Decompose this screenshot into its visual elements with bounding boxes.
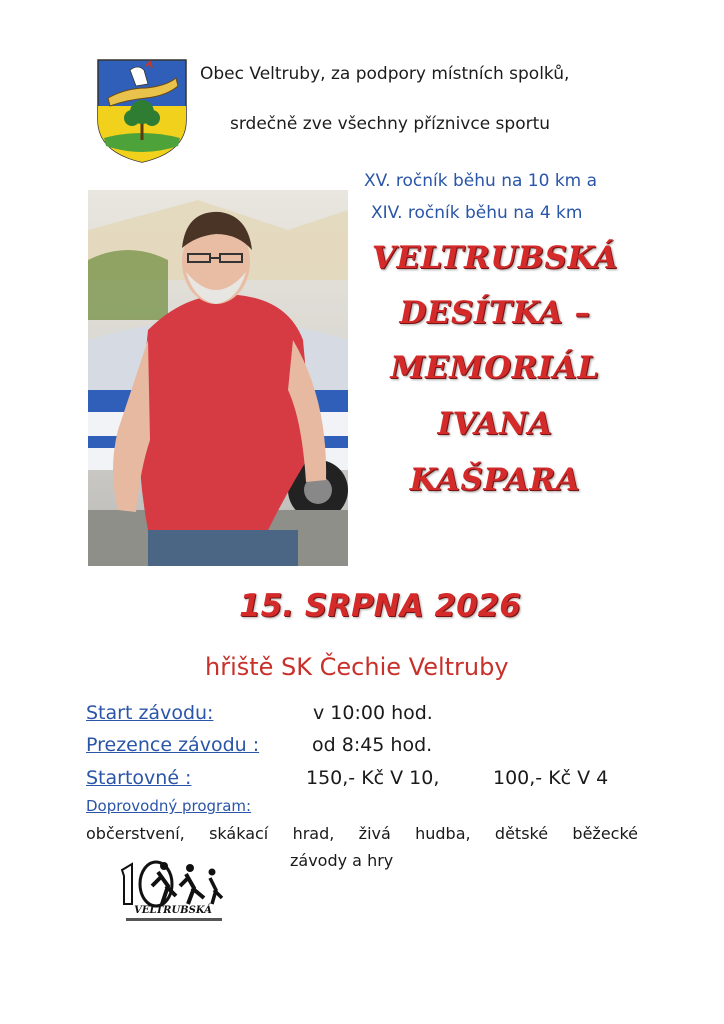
title-line-3: MEMORIÁL	[390, 350, 600, 386]
program-label: Doprovodný program:	[86, 797, 252, 815]
title-line-4: IVANA	[437, 406, 553, 442]
start-label: Start závodu:	[86, 702, 214, 724]
presence-label: Prezence závodu :	[86, 734, 260, 756]
fee-label: Startovné :	[86, 767, 192, 789]
title-line-5: KAŠPARA	[409, 462, 581, 498]
program-line-1: občerstvení, skákací hrad, živá hudba, dětské běžecké	[86, 824, 638, 843]
title-line-2: DESÍTKA –	[399, 295, 591, 331]
presence-value: od 8:45 hod.	[312, 734, 433, 756]
fee-value-4km: 100,- Kč V 4	[493, 767, 609, 789]
event-venue: hřiště SK Čechie Veltruby	[205, 653, 509, 681]
coat-of-arms-icon	[96, 58, 188, 164]
event-logo-underline	[126, 918, 222, 921]
program-line-2: závody a hry	[290, 851, 394, 870]
event-logo-text: VELTRUBSKÁ	[134, 905, 212, 916]
start-value: v 10:00 hod.	[313, 702, 433, 724]
subtitle-line-1: XV. ročník běhu na 10 km a	[364, 171, 598, 191]
title-line-1: VELTRUBSKÁ	[371, 240, 619, 276]
fee-value-10km: 150,- Kč V 10,	[306, 767, 440, 789]
intro-line-1: Obec Veltruby, za podpory místních spolků,	[200, 64, 570, 84]
memorial-portrait-photo	[88, 190, 348, 566]
event-date: 15. SRPNA 2026	[239, 588, 521, 624]
subtitle-line-2: XIV. ročník běhu na 4 km	[371, 203, 583, 223]
intro-line-2: srdečně zve všechny příznivce sportu	[230, 114, 551, 134]
